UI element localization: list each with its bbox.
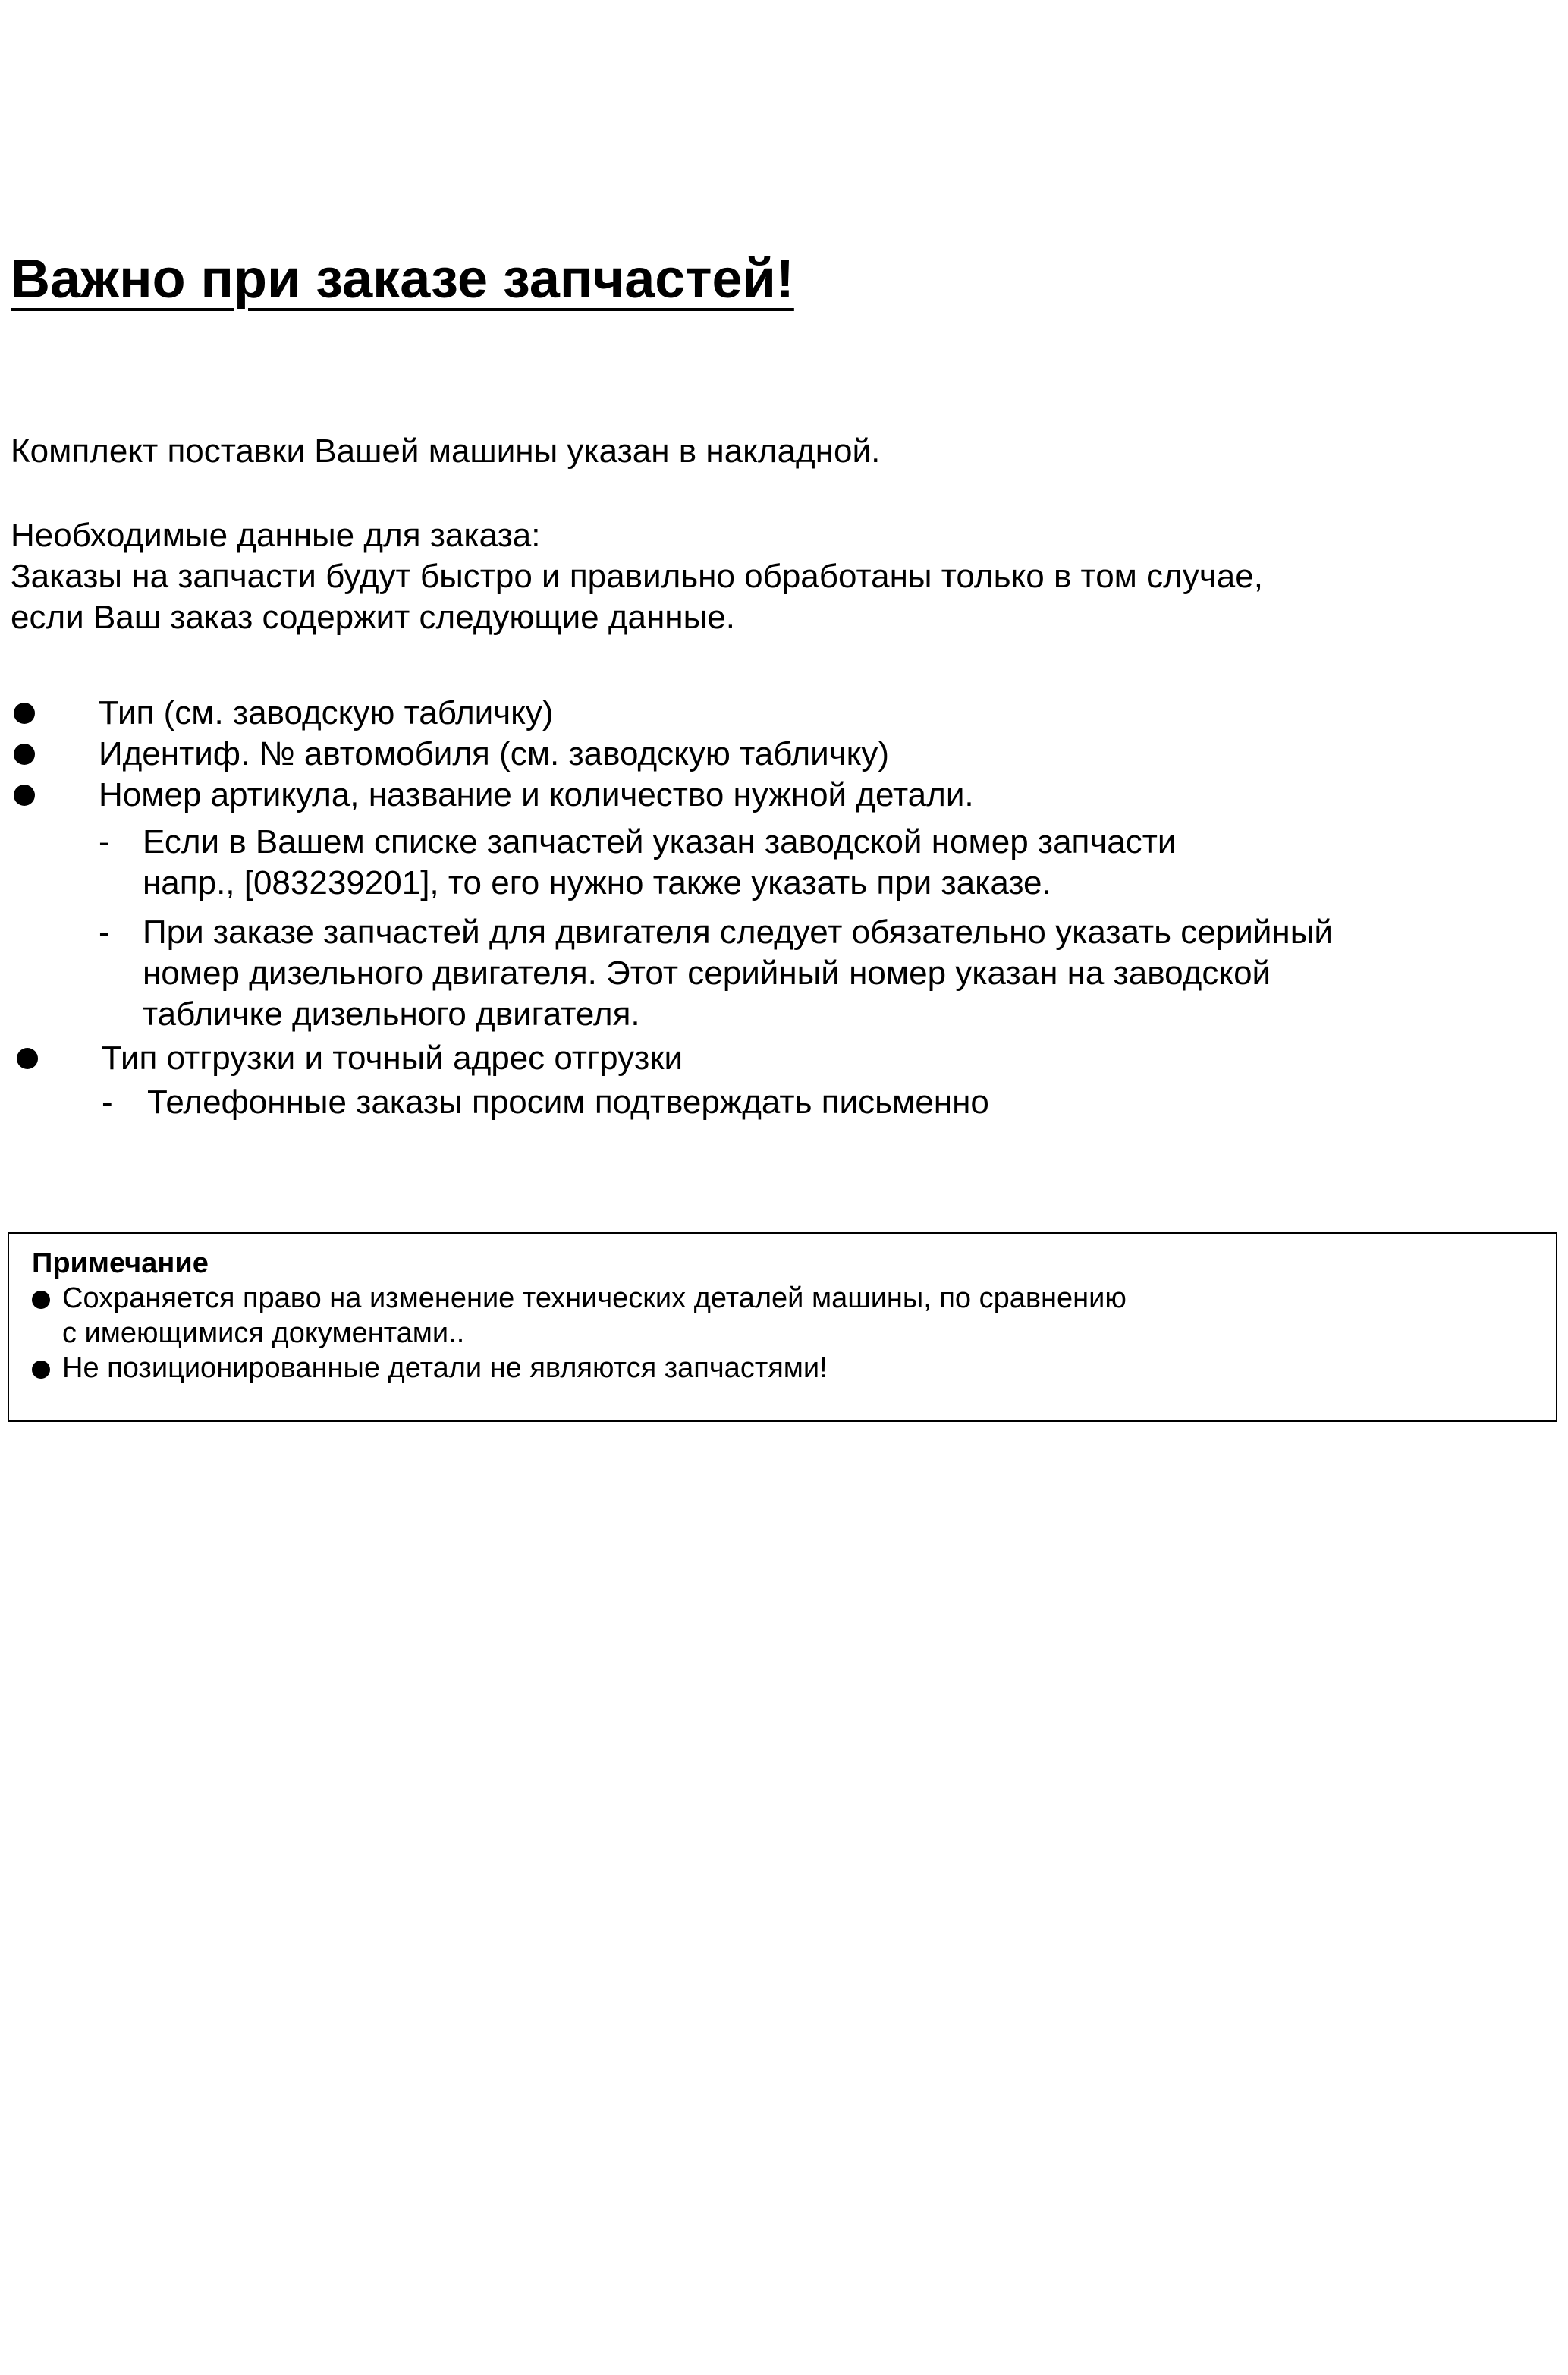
intro-text: Комплект поставки Вашей машины указан в накладной.: [11, 433, 881, 470]
bullet-icon: [17, 1048, 38, 1069]
sub-item-line: Телефонные заказы просим подтверждать письменно: [147, 1084, 989, 1121]
sub-item-line: табличке дизельного двигателя.: [143, 996, 640, 1033]
note-title: Примечание: [32, 1247, 209, 1279]
sub-item-dash: -: [99, 823, 110, 860]
note-item-line: Не позиционированные детали не являются запчастями!: [62, 1352, 828, 1384]
list-item: Номер артикула, название и количество нужной детали.: [99, 776, 974, 813]
list-item: Идентиф. № автомобиля (см. заводскую табличку): [99, 735, 890, 772]
bullet-icon: [32, 1291, 50, 1309]
sub-item-line: номер дизельного двигателя. Этот серийный номер указан на заводской: [143, 955, 1271, 992]
required-line-2: если Ваш заказ содержит следующие данные.: [11, 599, 735, 636]
sub-item-dash: -: [99, 914, 110, 951]
bullet-icon: [32, 1361, 50, 1379]
sub-item-dash: -: [102, 1084, 113, 1121]
note-box: [8, 1232, 1557, 1422]
list-item: Тип отгрузки и точный адрес отгрузки: [102, 1040, 683, 1077]
list-item: Тип (см. заводскую табличку): [99, 694, 554, 731]
sub-item-line: напр., [083239201], то его нужно также указать при заказе.: [143, 864, 1051, 901]
page-title: Важно при заказе запчастей!: [11, 249, 794, 310]
note-item-line: с имеющимися документами..: [62, 1317, 465, 1349]
sub-item-line: Если в Вашем списке запчастей указан заводской номер запчасти: [143, 823, 1177, 860]
bullet-icon: [14, 744, 35, 765]
bullet-icon: [14, 703, 35, 724]
bullet-icon: [14, 785, 35, 806]
sub-item-line: При заказе запчастей для двигателя следует обязательно указать серийный: [143, 914, 1333, 951]
required-line-1: Заказы на запчасти будут быстро и правильно обработаны только в том случае,: [11, 558, 1263, 595]
note-item-line: Сохраняется право на изменение технических деталей машины, по сравнению: [62, 1282, 1127, 1314]
required-heading: Необходимые данные для заказа:: [11, 517, 541, 554]
